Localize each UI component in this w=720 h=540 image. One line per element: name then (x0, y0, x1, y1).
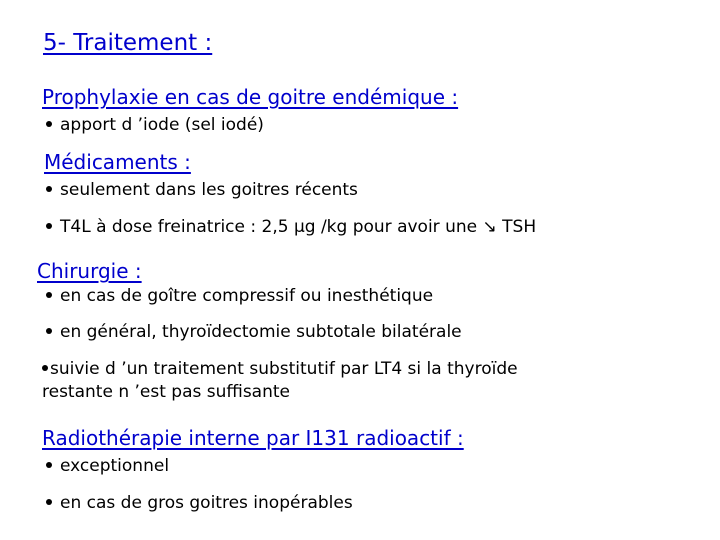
section-heading-chirurgie: Chirurgie : (37, 259, 142, 283)
list-item-text: suivie d ’un traitement substitutif par LT4 si la thyroïde (50, 359, 518, 379)
arrow-down-right-icon: ↘ (482, 217, 497, 237)
bullet-icon (46, 121, 52, 127)
bullet-icon (46, 328, 52, 334)
page-title: 5- Traitement : (43, 30, 213, 56)
list-item (46, 114, 264, 136)
list-item (46, 216, 536, 238)
list-item-continuation: restante n ’est pas suffisante (42, 382, 290, 402)
list-item (46, 321, 462, 343)
list-item-text: en général, thyroïdectomie subtotale bilatérale (60, 322, 462, 342)
list-item (46, 285, 433, 307)
list-item (46, 455, 169, 477)
bullet-icon (46, 499, 52, 505)
list-item-text: exceptionnel (60, 456, 170, 476)
list-item-text: apport d ’iode (sel iodé) (60, 115, 264, 135)
bullet-icon (46, 462, 52, 468)
list-item-text: seulement dans les goitres récents (60, 180, 358, 200)
bullet-icon (46, 186, 52, 192)
section-heading-prophylaxie: Prophylaxie en cas de goitre endémique : (42, 85, 459, 109)
list-item-text: TSH (502, 217, 537, 237)
list-item (46, 179, 358, 201)
bullet-icon (42, 365, 48, 371)
list-item-text: en cas de goître compressif ou inesthétique (60, 286, 434, 306)
list-item-text: T4L à dose freinatrice : 2,5 µg /kg pour avoir une (60, 217, 478, 237)
list-item (42, 358, 518, 380)
section-heading-medicaments: Médicaments : (44, 150, 191, 174)
bullet-icon (46, 223, 52, 229)
list-item (46, 492, 353, 514)
bullet-icon (46, 292, 52, 298)
section-heading-radiotherapie: Radiothérapie interne par I131 radioactif : (42, 426, 464, 450)
list-item-text: en cas de gros goitres inopérables (60, 493, 353, 513)
